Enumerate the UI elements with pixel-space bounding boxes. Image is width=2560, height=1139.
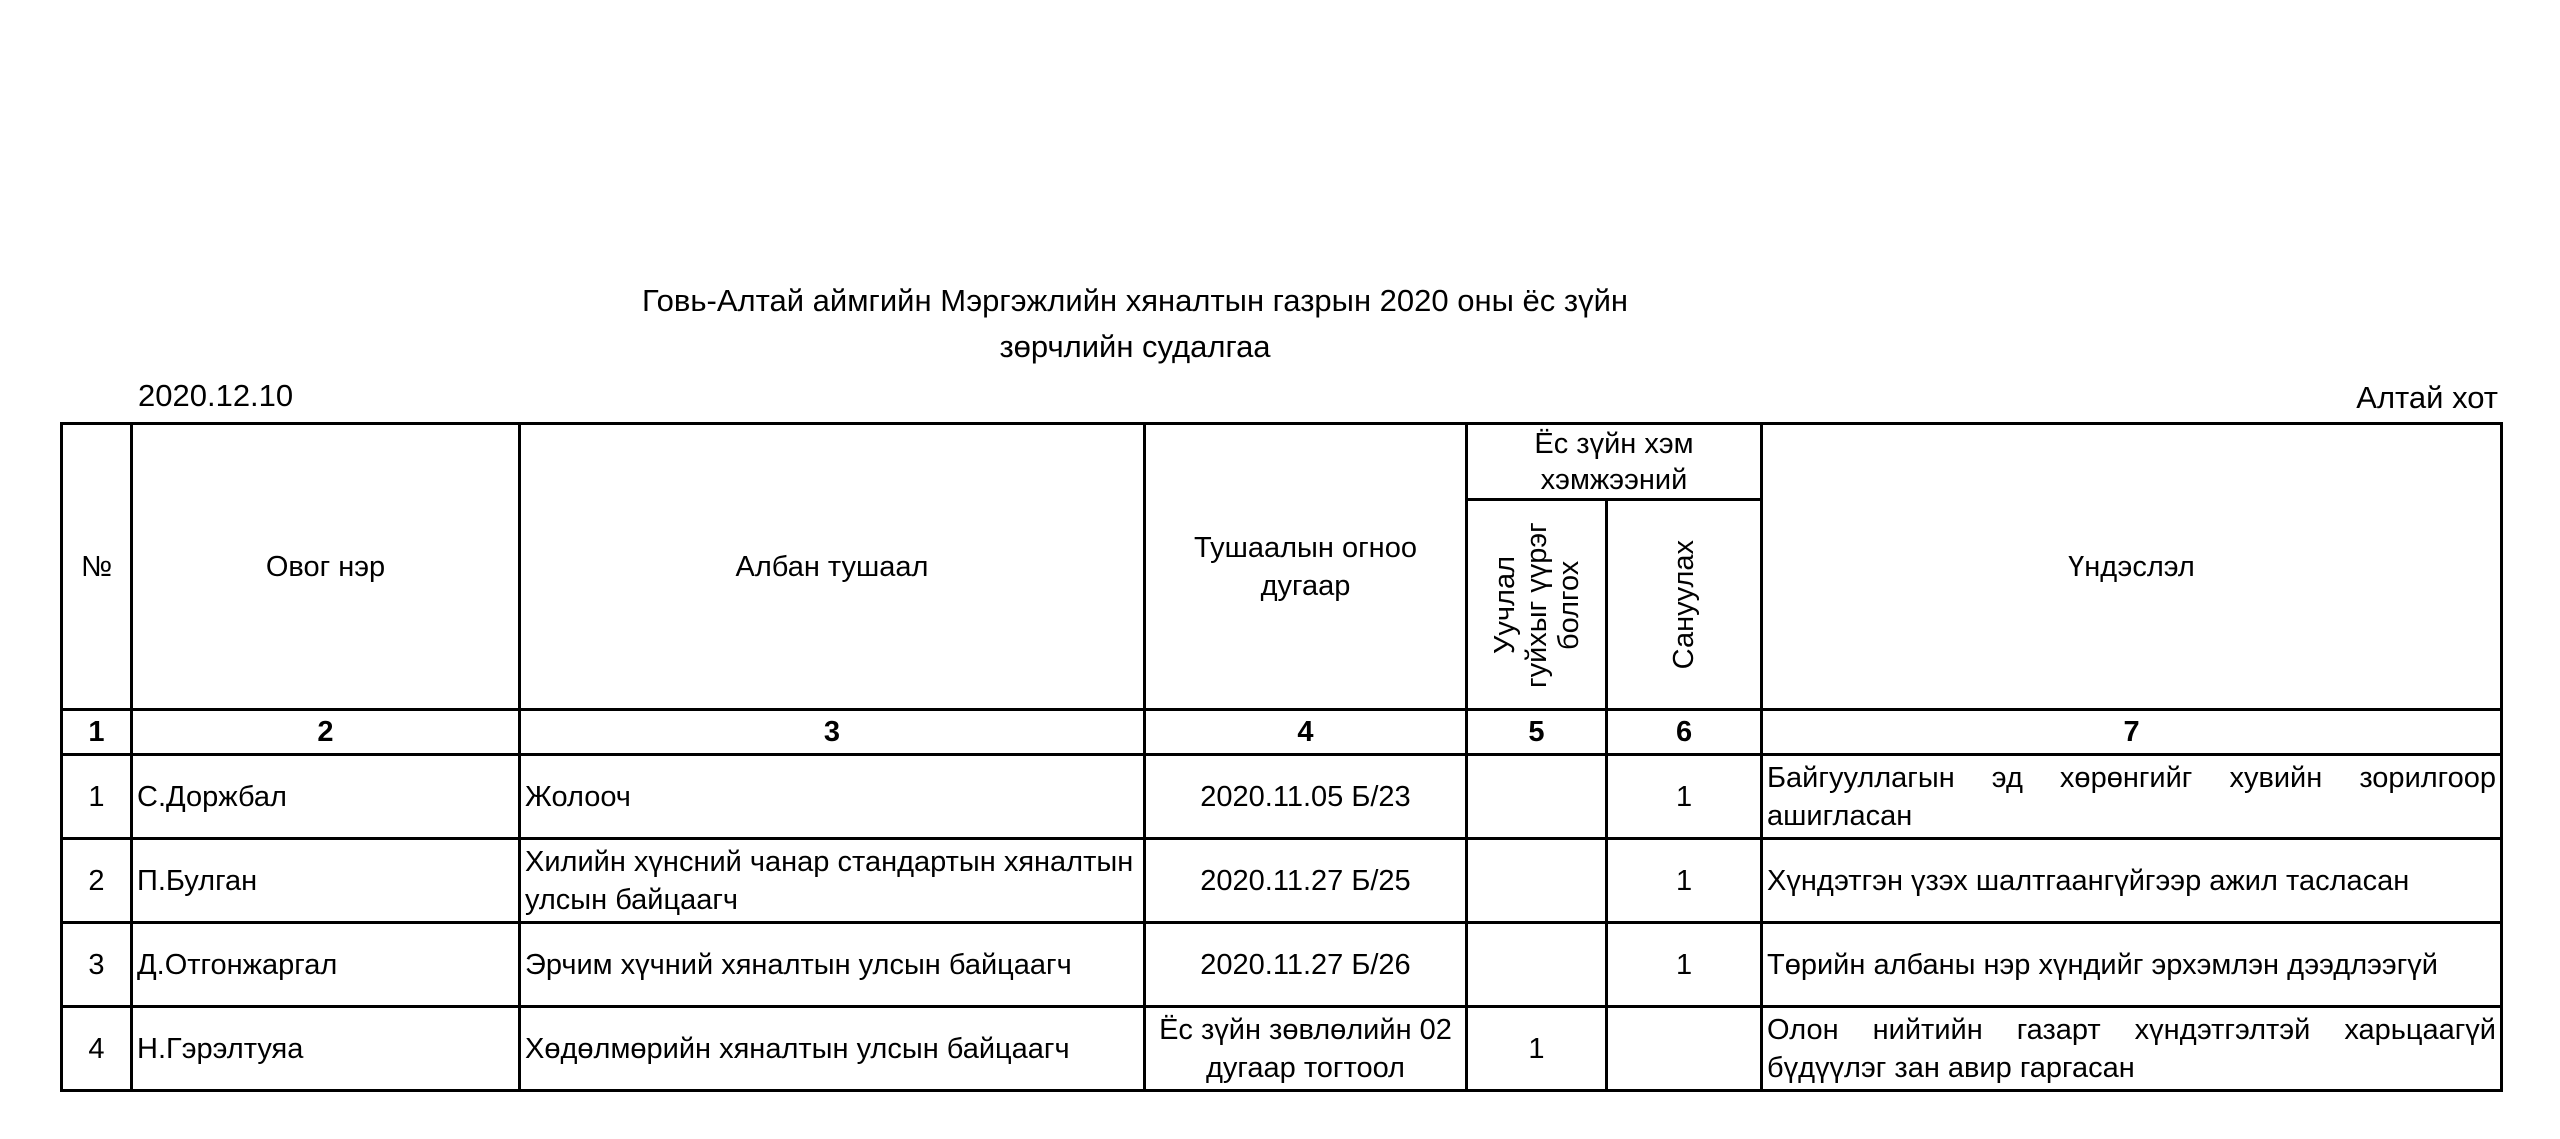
row-num: 2 [62, 839, 132, 923]
column-number: 7 [1762, 710, 2502, 755]
row-name: Д.Отгонжаргал [132, 923, 520, 1007]
row-position: Хөдөлмөрийн хяналтын улсын байцаагч [520, 1007, 1145, 1091]
row-basis: Олон нийтийн газарт хүндэтгэлтэй харьцаагүй бүдүүлэг зан авир гаргасан [1762, 1007, 2502, 1091]
row-order: 2020.11.05 Б/23 [1145, 755, 1467, 839]
header-basis: Үндэслэл [1762, 424, 2502, 710]
header-order: Тушаалын огноо дугаар [1145, 424, 1467, 710]
row-basis: Байгууллагын эд хөрөнгийг хувийн зорилгоор ашигласан [1762, 755, 2502, 839]
row-basis: Төрийн албаны нэр хүндийг эрхэмлэн дээдлээгүй [1762, 923, 2502, 1007]
document-title [430, 278, 1840, 370]
row-basis: Хүндэтгэн үзэх шалтгаангүйгээр ажил тасласан [1762, 839, 2502, 923]
row-order: Ёс зүйн зөвлөлийн 02 дугаар тогтоол [1145, 1007, 1467, 1091]
disciplinary-table [60, 422, 2503, 1092]
document-city: Алтай хот [2356, 380, 2498, 415]
row-warning [1607, 1007, 1762, 1091]
title-line-1: Говь-Алтай аймгийн Мэргэжлийн хяналтын газрын 2020 оны ёс зүйн [641, 283, 1629, 318]
header-measure-group: Ёс зүйн хэм хэмжээний [1467, 424, 1762, 500]
row-apology [1467, 923, 1607, 1007]
row-warning: 1 [1607, 755, 1762, 839]
row-apology: 1 [1467, 1007, 1607, 1091]
row-apology [1467, 839, 1607, 923]
column-numbers-row [62, 710, 2502, 755]
header-position: Албан тушаал [520, 424, 1145, 710]
table-row [62, 923, 2502, 1007]
column-number: 1 [62, 710, 132, 755]
row-position: Жолооч [520, 755, 1145, 839]
row-order: 2020.11.27 Б/25 [1145, 839, 1467, 923]
row-warning: 1 [1607, 839, 1762, 923]
row-apology [1467, 755, 1607, 839]
header-apology [1467, 500, 1607, 710]
column-number: 6 [1607, 710, 1762, 755]
document-date: 2020.12.10 [138, 378, 294, 413]
row-num: 3 [62, 923, 132, 1007]
row-order: 2020.11.27 Б/26 [1145, 923, 1467, 1007]
header-apology-label: Уучлал гуйхыг үүрэг болгох [1488, 521, 1585, 688]
row-warning: 1 [1607, 923, 1762, 1007]
row-name: С.Доржбал [132, 755, 520, 839]
row-position: Эрчим хүчний хяналтын улсын байцаагч [520, 923, 1145, 1007]
table-row [62, 1007, 2502, 1091]
header-num: № [62, 424, 132, 710]
table-row [62, 755, 2502, 839]
column-number: 2 [132, 710, 520, 755]
row-num: 4 [62, 1007, 132, 1091]
column-number: 5 [1467, 710, 1607, 755]
row-name: Н.Гэрэлтуяа [132, 1007, 520, 1091]
header-name: Овог нэр [132, 424, 520, 710]
header-warning [1607, 500, 1762, 710]
table-row [62, 839, 2502, 923]
title-line-2: зөрчлийн судалгаа [999, 329, 1271, 364]
row-name: П.Булган [132, 839, 520, 923]
row-position: Хилийн хүнсний чанар стандартын хяналтын улсын байцаагч [520, 839, 1145, 923]
row-num: 1 [62, 755, 132, 839]
column-number: 4 [1145, 710, 1467, 755]
column-number: 3 [520, 710, 1145, 755]
header-warning-label: Сануулах [1668, 539, 1700, 670]
